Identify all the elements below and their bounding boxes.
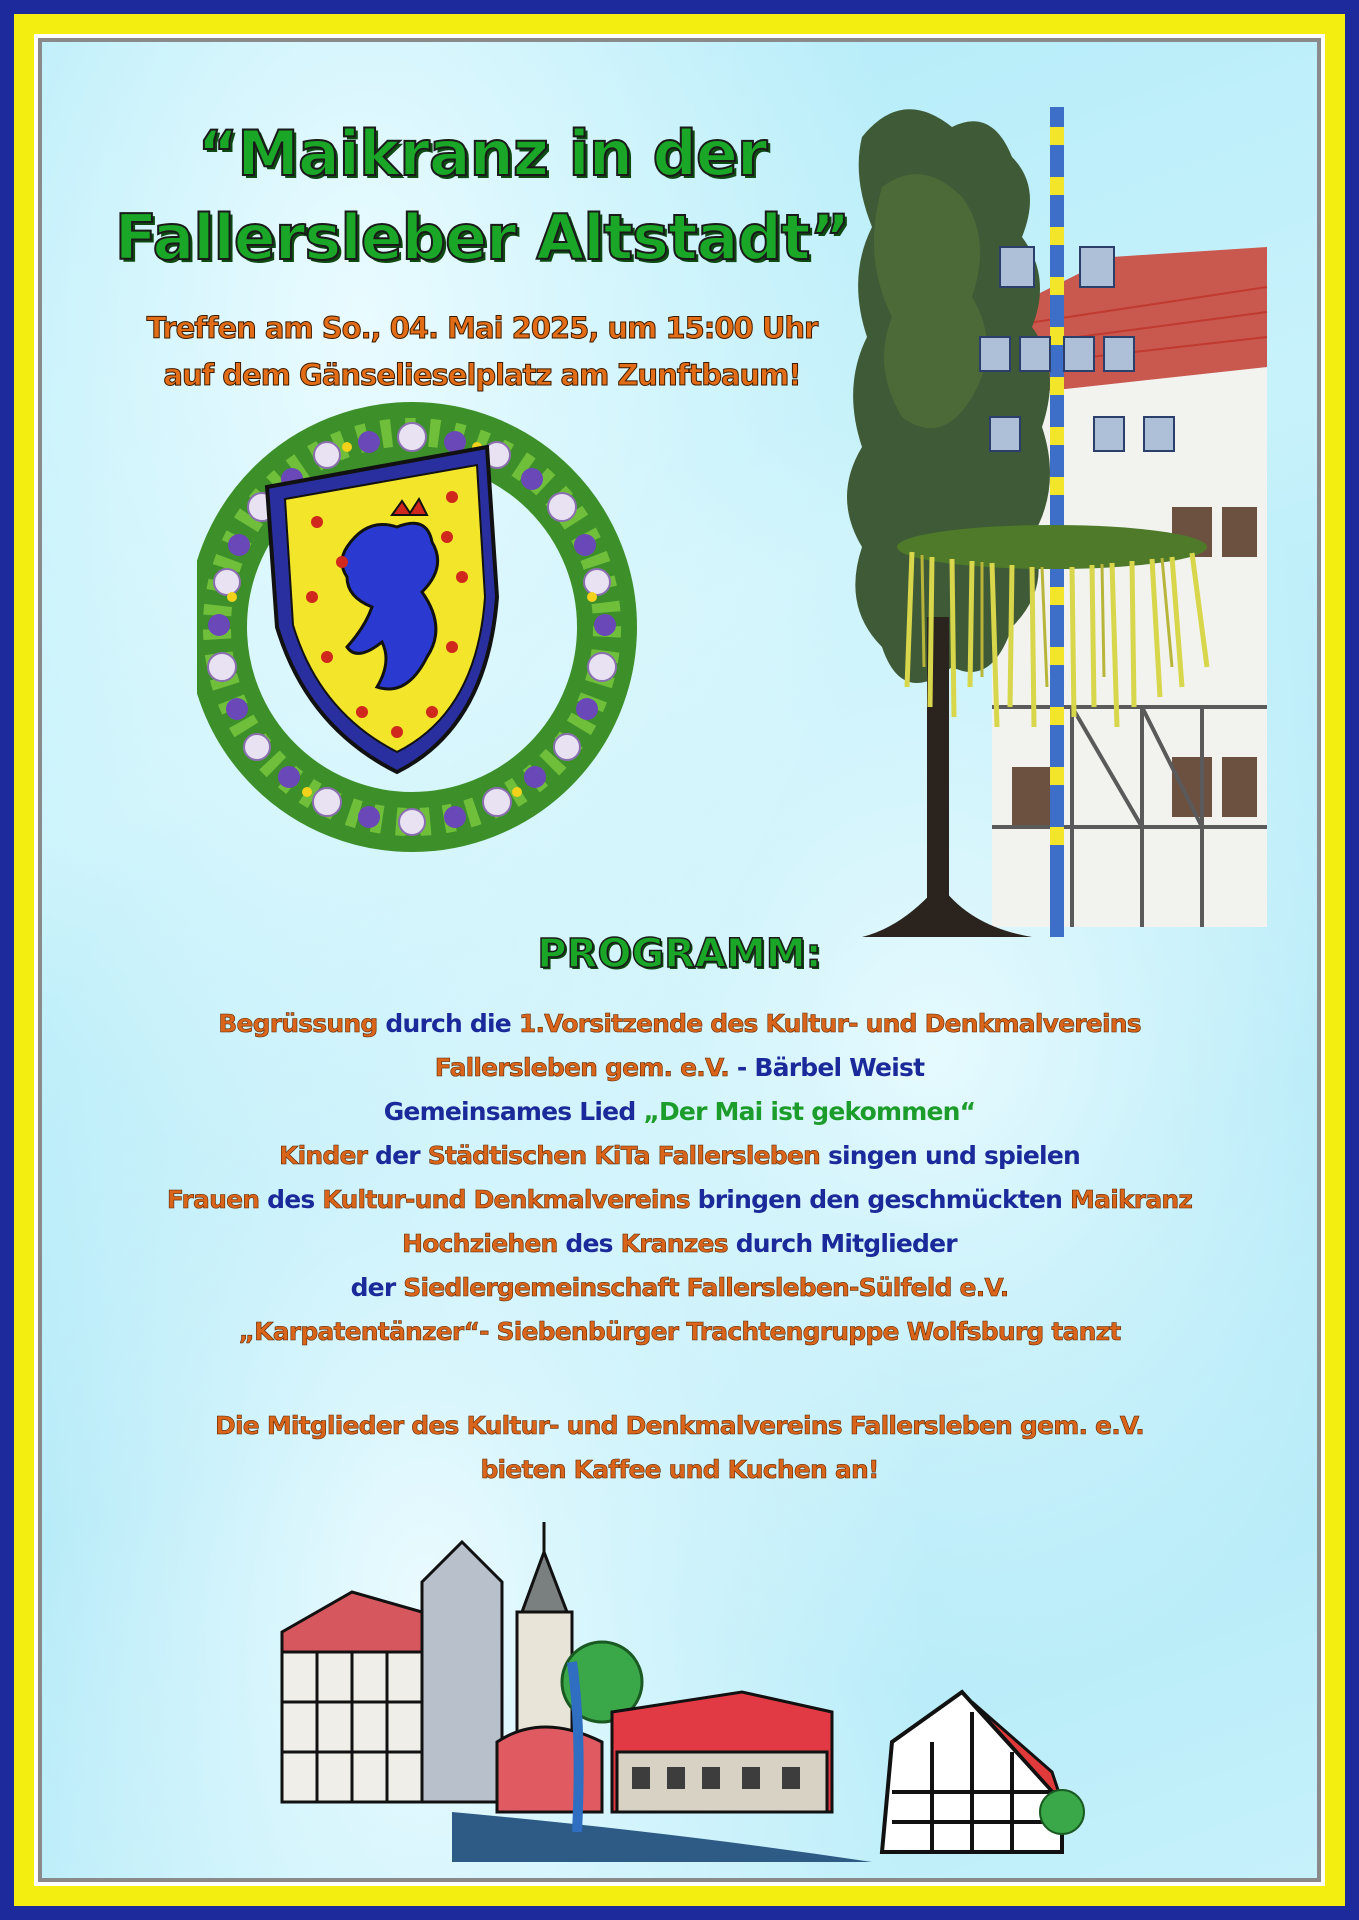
program-text: Kultur-und Denkmalvereins: [322, 1185, 690, 1214]
program-item: [62, 1178, 1297, 1222]
program-item: [62, 1134, 1297, 1178]
program-text: durch die: [377, 1009, 519, 1038]
program-text: des: [259, 1185, 323, 1214]
closing-line-2: bieten Kaffee und Kuchen an!: [480, 1455, 879, 1484]
event-date-time: Treffen am So., 04. Mai 2025, um 15:00 Uhr: [146, 311, 818, 345]
program-text: Gemeinsames Lied: [383, 1097, 644, 1126]
maypole-photo-illustration: [842, 67, 1272, 967]
program-text: Siedlergemeinschaft Fallersleben-Sülfeld e.V.: [403, 1273, 1009, 1302]
program-text: „Karpatentänzer“- Siebenbürger Trachtengruppe Wolfsburg tanzt: [238, 1317, 1121, 1346]
program-item: [62, 1266, 1297, 1310]
program-text: der: [350, 1273, 404, 1302]
poster-canvas: [42, 42, 1317, 1878]
title-line-2: Fallersleber Altstadt”: [114, 201, 850, 274]
program-text: Maikranz: [1070, 1185, 1193, 1214]
program-text: Fallersleben gem. e.V.: [434, 1053, 730, 1082]
old-town-illustration: [272, 1512, 1132, 1878]
program-text: bringen den geschmückten: [689, 1185, 1071, 1214]
program-item: [62, 1090, 1297, 1134]
closing-line-1: Die Mitglieder des Kultur- und Denkmalvereins Fallersleben gem. e.V.: [215, 1411, 1144, 1440]
program-item: [62, 1002, 1297, 1046]
program-item: [62, 1310, 1297, 1354]
program-text: singen und spielen: [820, 1141, 1080, 1170]
program-text: des: [557, 1229, 621, 1258]
program-text: „Der Mai ist gekommen“: [643, 1097, 976, 1126]
program-text: Begrüssung: [218, 1009, 378, 1038]
wreath-coat-of-arms-illustration: [197, 397, 637, 857]
program-text: durch Mitglieder: [727, 1229, 957, 1258]
event-details: [62, 305, 902, 399]
coat-of-arms-icon: [267, 447, 497, 772]
program-text: - Bärbel Weist: [729, 1053, 925, 1082]
closing-note: [62, 1404, 1297, 1492]
program-text: Hochziehen: [402, 1229, 558, 1258]
program-text: Kinder: [279, 1141, 368, 1170]
program-text: Kranzes: [620, 1229, 728, 1258]
program-list: [62, 1002, 1297, 1354]
old-town-buildings-icon: [282, 1522, 1084, 1862]
program-text: 1.Vorsitzende des Kultur- und Denkmalvereins: [518, 1009, 1141, 1038]
program-text: Städtischen KiTa Fallersleben: [427, 1141, 821, 1170]
program-text: Frauen: [166, 1185, 260, 1214]
event-location: auf dem Gänselieselplatz am Zunftbaum!: [163, 358, 801, 392]
title-line-1: “Maikranz in der: [197, 117, 767, 190]
poster-title: [62, 112, 902, 280]
program-item: [62, 1046, 1297, 1090]
program-item: [62, 1222, 1297, 1266]
program-text: der: [367, 1141, 428, 1170]
program-heading: PROGRAMM:: [537, 931, 822, 977]
